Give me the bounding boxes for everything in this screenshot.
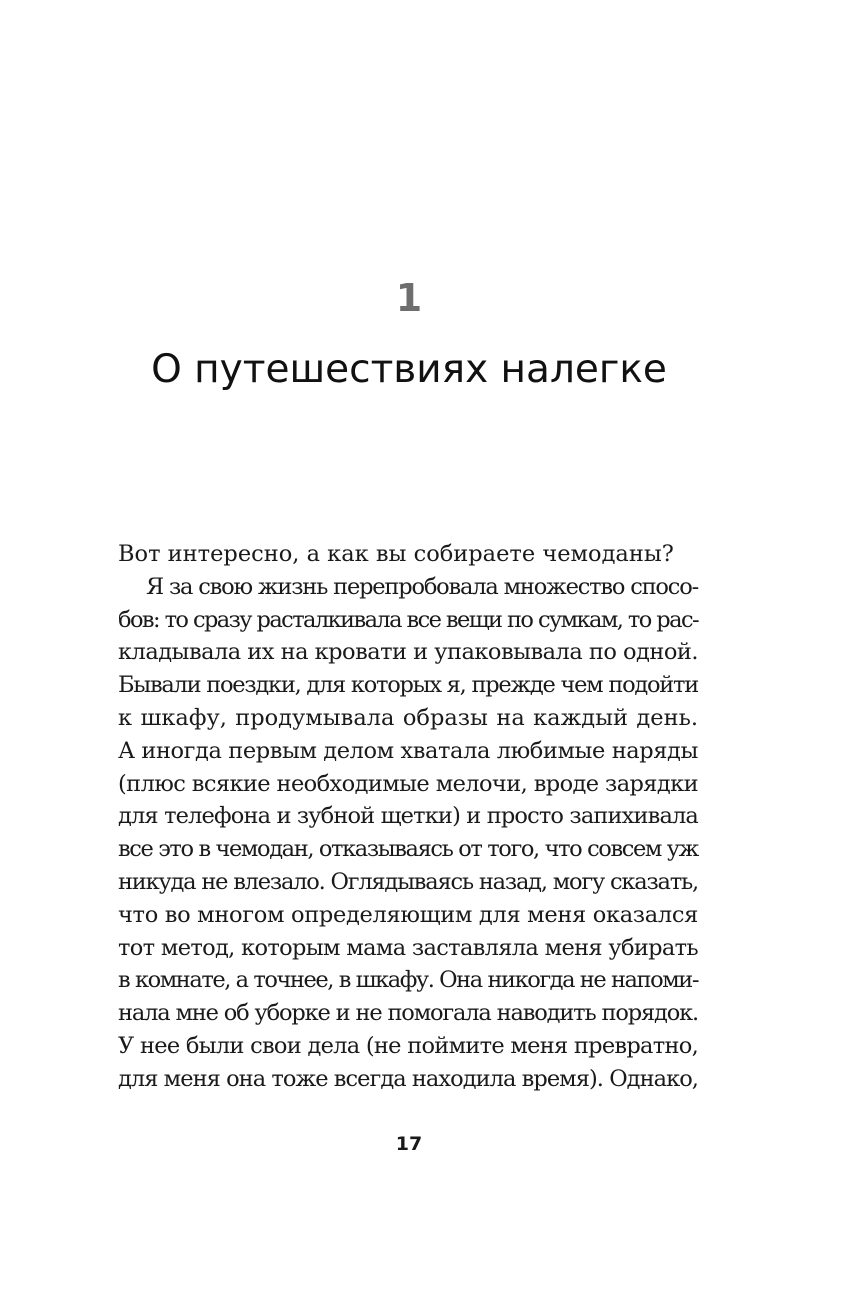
text-line: А иногда первым делом хватала любимые наряды: [118, 737, 698, 764]
text-line: что во многом определяющим для меня оказался: [118, 901, 698, 928]
page-number: 17: [395, 1133, 423, 1155]
text-line: кладывала их на кровати и упаковывала по одной.: [118, 639, 698, 666]
text-line: У нее были свои дела (не поймите меня превратно,: [118, 1032, 698, 1059]
text-line: для меня она тоже всегда находила время). Однако,: [118, 1065, 698, 1092]
text-line: (плюс всякие необходимые мелочи, вроде зарядки: [118, 770, 698, 797]
text-line: для телефона и зубной щетки) и просто запихивала: [118, 803, 698, 830]
text-line: в комнате, а точнее, в шкафу. Она никогда не напоми-: [118, 967, 698, 994]
text-line: нала мне об уборке и не помогала наводить порядок.: [118, 1000, 698, 1027]
text-line: к шкафу, продумывала образы на каждый день.: [118, 704, 698, 731]
text-line: Я за свою жизнь перепробовала множество спосо-: [146, 573, 698, 600]
chapter-title: О путешествиях налегке: [151, 347, 667, 392]
text-line: Бывали поездки, для которых я, прежде чем подойти: [118, 672, 698, 699]
text-line: тот метод, которым мама заставляла меня убирать: [118, 934, 698, 961]
body-text: [118, 538, 698, 1096]
text-line: бов: то сразу расталкивала все вещи по сумкам, то рас-: [118, 606, 698, 633]
text-line: Вот интересно, а как вы собираете чемоданы?: [118, 541, 674, 567]
text-line: никуда не влезало. Оглядываясь назад, могу сказать,: [118, 868, 699, 895]
text-line: все это в чемодан, отказываясь от того, что совсем уж: [118, 836, 698, 863]
chapter-number: 1: [395, 276, 423, 320]
